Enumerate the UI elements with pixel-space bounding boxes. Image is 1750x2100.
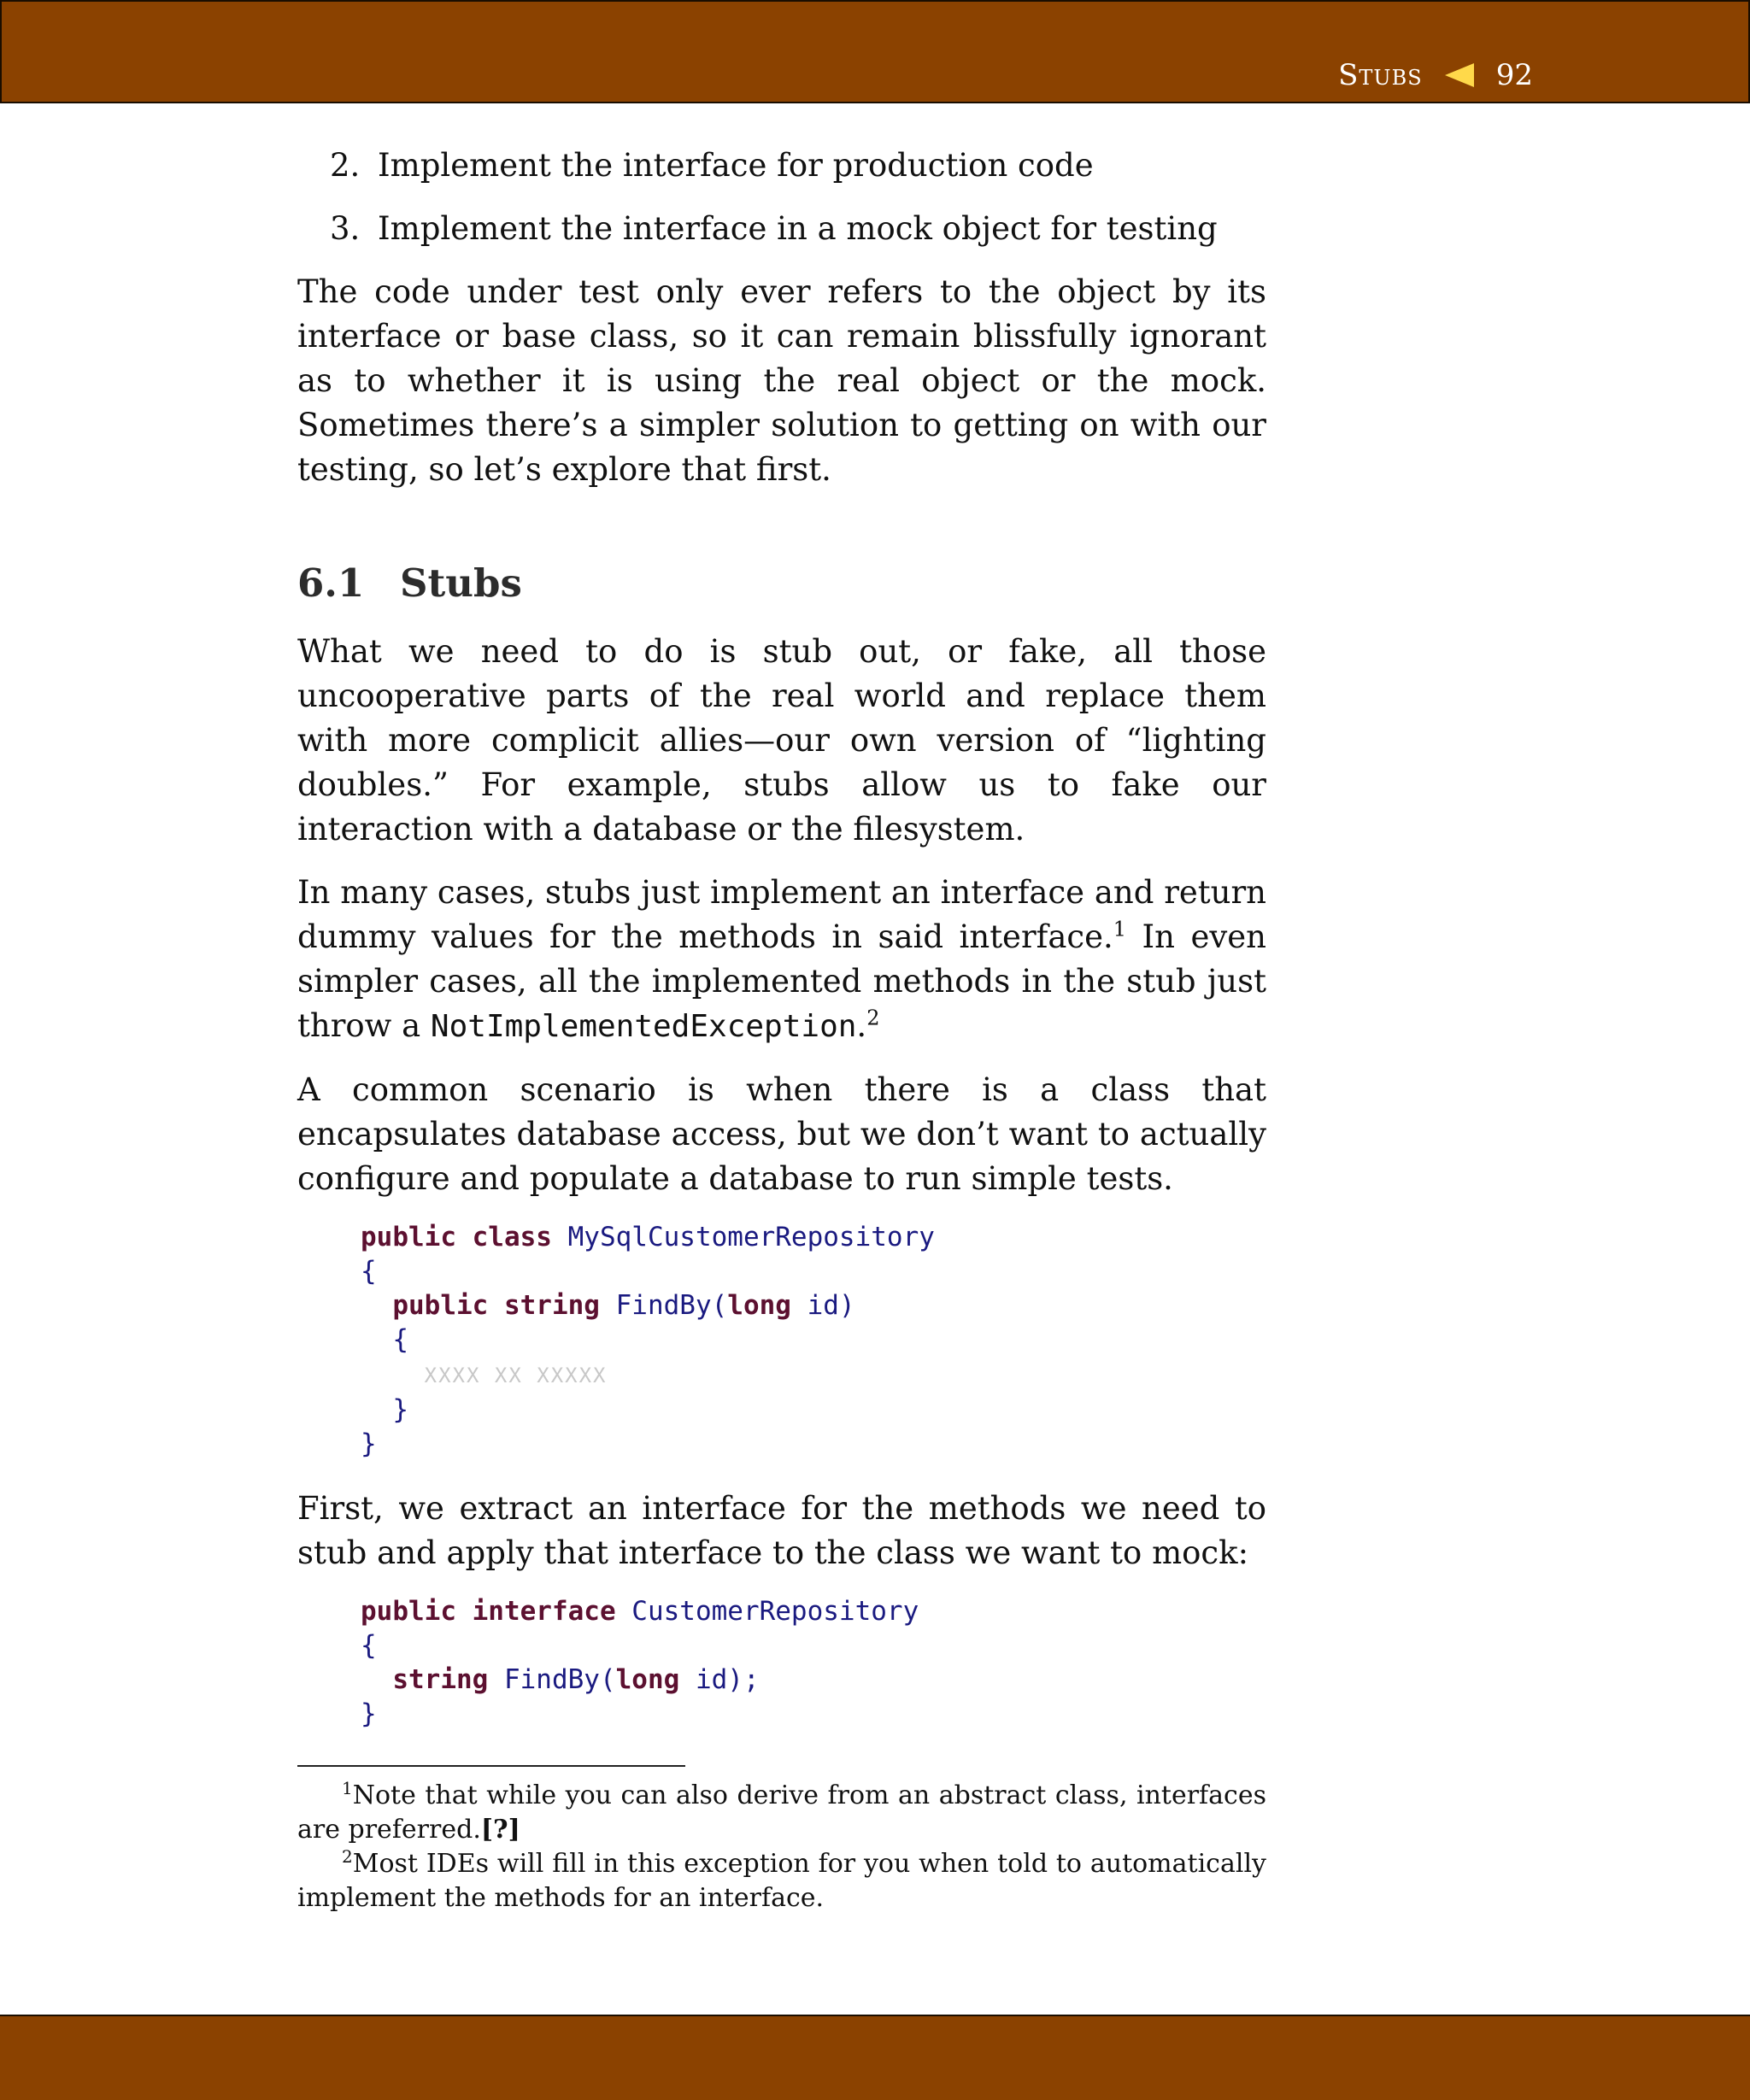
code-brace: {: [392, 1324, 408, 1355]
intro-paragraph: The code under test only ever refers to the object by its interface or base class, so it can remain blissfully ignorant as to whether it is using the real object or the mock. Sometimes there’s a simpler solution to getting on with our testing, so let’s explore that first.: [297, 273, 1266, 488]
running-head: [1338, 58, 1533, 92]
list-number: 2.: [330, 147, 361, 184]
list-text: Implement the interface for production code: [378, 147, 1094, 184]
section-heading: [297, 560, 1266, 606]
paragraph-scenario: A common scenario is when there is a class that encapsulates database access, but we don’t want to actually configure and populate a database to run simple tests.: [297, 1071, 1266, 1197]
code-brace: }: [361, 1428, 377, 1459]
code-identifier: MySqlCustomerRepository: [567, 1222, 935, 1252]
code-keyword: string: [392, 1664, 489, 1695]
back-triangle-icon[interactable]: [1445, 63, 1474, 87]
code-identifier: FindBy(: [503, 1664, 616, 1695]
footnote-text: Most IDEs will fill in this exception for you when told to automatically implement the methods for an interface.: [297, 1849, 1266, 1913]
code-keyword: public class: [361, 1222, 552, 1252]
section-number: 6.1: [297, 560, 365, 606]
code-keyword: long: [727, 1290, 791, 1321]
list-number: 3.: [330, 210, 361, 247]
code-keyword: public interface: [361, 1596, 616, 1627]
code-identifier: id);: [695, 1664, 760, 1695]
citation-link[interactable]: [?]: [480, 1815, 520, 1845]
footnote-mark: 2: [342, 1846, 353, 1867]
list-item: [330, 207, 1266, 251]
footnote-2: [297, 1847, 1266, 1915]
footnote-ref-2[interactable]: 2: [866, 1006, 880, 1030]
code-brace: }: [392, 1394, 408, 1425]
code-block-interface: [361, 1594, 1266, 1731]
page-number: 92: [1495, 58, 1533, 92]
footnote-1: [297, 1779, 1266, 1847]
list-text: Implement the interface in a mock object for testing: [378, 210, 1218, 247]
code-keyword: string: [503, 1290, 600, 1321]
code-placeholder: XXXX XX XXXXX: [424, 1364, 608, 1387]
code-brace: }: [361, 1698, 377, 1729]
page-content: [297, 144, 1266, 1915]
paragraph-text: In even simpler cases, all the implemented methods in the stub just throw a: [297, 918, 1266, 1044]
paragraph-text: .: [856, 1007, 867, 1044]
code-brace: {: [361, 1630, 377, 1661]
code-identifier: CustomerRepository: [631, 1596, 919, 1627]
paragraph-stub-cases: [297, 871, 1266, 1049]
footnote-rule: [297, 1765, 685, 1767]
paragraph-extract-interface: First, we extract an interface for the methods we need to stub and apply that interface to the class we want to mock:: [297, 1490, 1266, 1571]
footnote-text: Note that while you can also derive from an abstract class, interfaces are preferred.: [297, 1780, 1266, 1845]
running-head-title: Stubs: [1338, 58, 1423, 92]
list-item: [330, 144, 1266, 188]
footer-bar: [0, 2015, 1750, 2100]
code-identifier: id): [807, 1290, 855, 1321]
paragraph-stubs-intro: What we need to do is stub out, or fake, all those uncooperative parts of the real world and replace them with more complicit allies—our own version of “lighting doubles.” For example, stubs allow us to fake our interaction with a database or the filesystem.: [297, 633, 1266, 848]
section-title: Stubs: [400, 560, 522, 606]
code-block-repository: [361, 1220, 1266, 1461]
code-keyword: public: [392, 1290, 489, 1321]
paragraph-text: In many cases, stubs just implement an interface and return dummy values for the methods in said interface.: [297, 874, 1266, 955]
code-brace: {: [361, 1256, 377, 1287]
code-identifier: FindBy(: [615, 1290, 728, 1321]
header-bar: [0, 0, 1750, 103]
footnote-ref-1[interactable]: 1: [1113, 917, 1127, 941]
code-keyword: long: [615, 1664, 680, 1695]
inline-code: NotImplementedException: [430, 1009, 857, 1044]
footnote-mark: 1: [342, 1778, 353, 1798]
